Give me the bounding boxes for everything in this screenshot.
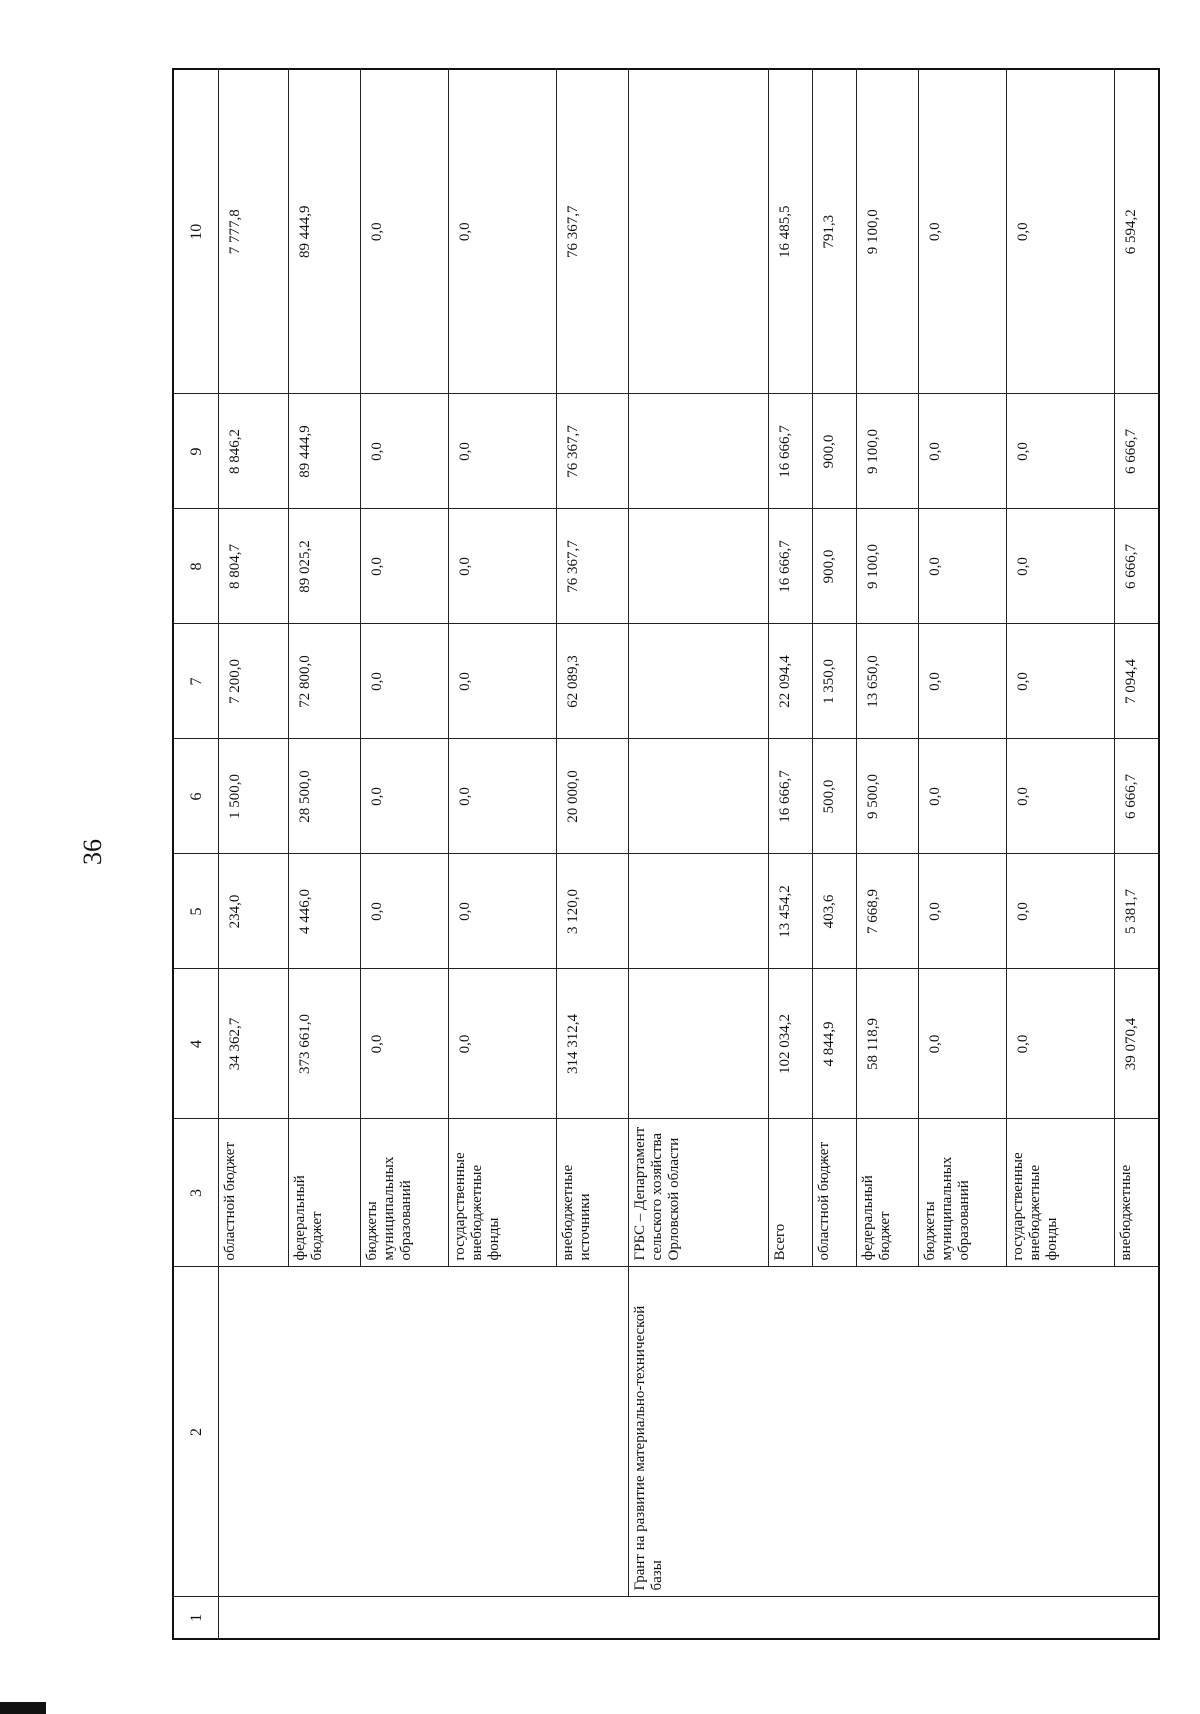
amount-cell: 7 668,9 xyxy=(857,854,919,969)
amount-cell: 7 094,4 xyxy=(1115,624,1159,739)
amount-cell: 1 350,0 xyxy=(813,624,857,739)
amount-cell: 34 362,7 xyxy=(219,969,289,1119)
measure-name-cell xyxy=(1007,1267,1115,1597)
measure-name-cell xyxy=(289,1267,361,1597)
table-row xyxy=(629,69,769,1639)
amount-cell xyxy=(629,739,769,854)
header-row xyxy=(173,69,219,1639)
funding-source-cell: внебюджетные xyxy=(1115,1119,1159,1267)
measure-name-cell xyxy=(919,1267,1007,1597)
amount-cell: 8 846,2 xyxy=(219,394,289,509)
measure-name-cell xyxy=(1115,1267,1159,1597)
amount-cell: 0,0 xyxy=(1007,69,1115,394)
amount-cell xyxy=(629,69,769,394)
amount-cell: 6 666,7 xyxy=(1115,394,1159,509)
amount-cell: 4 844,9 xyxy=(813,969,857,1119)
column-header: 1 xyxy=(173,1597,219,1639)
amount-cell: 0,0 xyxy=(919,69,1007,394)
amount-cell: 0,0 xyxy=(1007,739,1115,854)
scan-edge-mark xyxy=(0,1702,46,1714)
table-row xyxy=(813,69,857,1639)
table-row xyxy=(361,69,449,1639)
column-header: 10 xyxy=(173,69,219,394)
amount-cell: 58 118,9 xyxy=(857,969,919,1119)
amount-cell: 9 100,0 xyxy=(857,394,919,509)
amount-cell: 6 666,7 xyxy=(1115,509,1159,624)
amount-cell: 20 000,0 xyxy=(557,739,629,854)
table-row xyxy=(449,69,557,1639)
amount-cell: 0,0 xyxy=(361,969,449,1119)
table-row xyxy=(919,69,1007,1639)
amount-cell: 0,0 xyxy=(919,509,1007,624)
measure-name-cell xyxy=(449,1267,557,1597)
amount-cell: 500,0 xyxy=(813,739,857,854)
amount-cell: 76 367,7 xyxy=(557,394,629,509)
amount-cell: 0,0 xyxy=(449,739,557,854)
amount-cell: 16 485,5 xyxy=(769,69,813,394)
amount-cell: 0,0 xyxy=(919,854,1007,969)
amount-cell: 4 446,0 xyxy=(289,854,361,969)
funding-source-cell: ГРБС – Департамент сельского хозяйства Орловской области xyxy=(629,1119,769,1267)
row-number-cell xyxy=(813,1597,857,1639)
amount-cell: 0,0 xyxy=(449,394,557,509)
amount-cell xyxy=(629,854,769,969)
amount-cell: 62 089,3 xyxy=(557,624,629,739)
amount-cell: 900,0 xyxy=(813,394,857,509)
amount-cell: 39 070,4 xyxy=(1115,969,1159,1119)
column-header: 2 xyxy=(173,1267,219,1597)
table-row xyxy=(219,69,289,1639)
amount-cell: 0,0 xyxy=(449,509,557,624)
amount-cell xyxy=(629,624,769,739)
row-number-cell xyxy=(857,1597,919,1639)
amount-cell: 6 666,7 xyxy=(1115,739,1159,854)
row-number-cell xyxy=(1115,1597,1159,1639)
funding-source-cell: внебюджетные источники xyxy=(557,1119,629,1267)
funding-source-cell: федеральный бюджет xyxy=(857,1119,919,1267)
amount-cell: 234,0 xyxy=(219,854,289,969)
amount-cell: 76 367,7 xyxy=(557,509,629,624)
amount-cell: 89 444,9 xyxy=(289,69,361,394)
amount-cell xyxy=(629,394,769,509)
row-number-cell xyxy=(557,1597,629,1639)
funding-source-cell: областной бюджет xyxy=(219,1119,289,1267)
amount-cell: 0,0 xyxy=(1007,624,1115,739)
amount-cell: 0,0 xyxy=(1007,394,1115,509)
amount-cell: 1 500,0 xyxy=(219,739,289,854)
row-number-cell xyxy=(361,1597,449,1639)
amount-cell: 13 650,0 xyxy=(857,624,919,739)
amount-cell: 791,3 xyxy=(813,69,857,394)
table-row xyxy=(557,69,629,1639)
row-number-cell xyxy=(1007,1597,1115,1639)
row-number-cell xyxy=(219,1597,289,1639)
column-header: 6 xyxy=(173,739,219,854)
funding-source-cell: федеральный бюджет xyxy=(289,1119,361,1267)
table-row xyxy=(289,69,361,1639)
amount-cell: 0,0 xyxy=(361,509,449,624)
measure-name-cell xyxy=(857,1267,919,1597)
amount-cell xyxy=(629,509,769,624)
table-row xyxy=(1115,69,1159,1639)
funding-source-cell: бюджеты муниципальных образований xyxy=(919,1119,1007,1267)
amount-cell: 0,0 xyxy=(361,69,449,394)
amount-cell: 22 094,4 xyxy=(769,624,813,739)
amount-cell: 0,0 xyxy=(1007,509,1115,624)
amount-cell: 373 661,0 xyxy=(289,969,361,1119)
amount-cell: 0,0 xyxy=(361,854,449,969)
amount-cell: 102 034,2 xyxy=(769,969,813,1119)
amount-cell: 314 312,4 xyxy=(557,969,629,1119)
amount-cell: 403,6 xyxy=(813,854,857,969)
amount-cell: 0,0 xyxy=(919,394,1007,509)
amount-cell: 72 800,0 xyxy=(289,624,361,739)
budget-table xyxy=(172,68,1160,1640)
amount-cell: 8 804,7 xyxy=(219,509,289,624)
funding-source-cell: областной бюджет xyxy=(813,1119,857,1267)
column-header: 5 xyxy=(173,854,219,969)
row-number-cell xyxy=(289,1597,361,1639)
table-row xyxy=(769,69,813,1639)
amount-cell: 0,0 xyxy=(1007,854,1115,969)
amount-cell: 0,0 xyxy=(449,969,557,1119)
amount-cell: 76 367,7 xyxy=(557,69,629,394)
column-header: 9 xyxy=(173,394,219,509)
funding-source-cell: государственные внебюджетные фонды xyxy=(449,1119,557,1267)
amount-cell: 89 444,9 xyxy=(289,394,361,509)
table-row xyxy=(1007,69,1115,1639)
column-header: 7 xyxy=(173,624,219,739)
measure-name-cell xyxy=(769,1267,813,1597)
amount-cell: 0,0 xyxy=(361,624,449,739)
amount-cell: 0,0 xyxy=(449,854,557,969)
amount-cell: 0,0 xyxy=(1007,969,1115,1119)
amount-cell: 0,0 xyxy=(919,739,1007,854)
amount-cell: 0,0 xyxy=(361,739,449,854)
column-header: 4 xyxy=(173,969,219,1119)
amount-cell: 28 500,0 xyxy=(289,739,361,854)
measure-name-cell: Грант на развитие материально-технической базы xyxy=(629,1267,769,1597)
amount-cell: 0,0 xyxy=(919,624,1007,739)
amount-cell: 89 025,2 xyxy=(289,509,361,624)
row-number-cell xyxy=(629,1597,769,1639)
amount-cell xyxy=(629,969,769,1119)
amount-cell: 7 777,8 xyxy=(219,69,289,394)
amount-cell: 0,0 xyxy=(449,624,557,739)
column-header: 8 xyxy=(173,509,219,624)
funding-source-cell: бюджеты муниципальных образований xyxy=(361,1119,449,1267)
amount-cell: 0,0 xyxy=(919,969,1007,1119)
amount-cell: 6 594,2 xyxy=(1115,69,1159,394)
amount-cell: 5 381,7 xyxy=(1115,854,1159,969)
measure-name-cell xyxy=(813,1267,857,1597)
amount-cell: 13 454,2 xyxy=(769,854,813,969)
column-header: 3 xyxy=(173,1119,219,1267)
table-body xyxy=(173,69,1159,1639)
table-row xyxy=(857,69,919,1639)
rotated-table-container xyxy=(172,70,1139,1640)
measure-name-cell xyxy=(361,1267,449,1597)
funding-source-cell: Всего xyxy=(769,1119,813,1267)
amount-cell: 9 500,0 xyxy=(857,739,919,854)
row-number-cell xyxy=(919,1597,1007,1639)
funding-source-cell: государственные внебюджетные фонды xyxy=(1007,1119,1115,1267)
amount-cell: 900,0 xyxy=(813,509,857,624)
row-number-cell xyxy=(769,1597,813,1639)
row-number-cell xyxy=(449,1597,557,1639)
amount-cell: 0,0 xyxy=(449,69,557,394)
amount-cell: 9 100,0 xyxy=(857,69,919,394)
amount-cell: 3 120,0 xyxy=(557,854,629,969)
amount-cell: 16 666,7 xyxy=(769,509,813,624)
amount-cell: 16 666,7 xyxy=(769,394,813,509)
amount-cell: 16 666,7 xyxy=(769,739,813,854)
measure-name-cell xyxy=(219,1267,289,1597)
amount-cell: 7 200,0 xyxy=(219,624,289,739)
page-number: 36 xyxy=(78,839,107,865)
amount-cell: 0,0 xyxy=(361,394,449,509)
measure-name-cell xyxy=(557,1267,629,1597)
amount-cell: 9 100,0 xyxy=(857,509,919,624)
